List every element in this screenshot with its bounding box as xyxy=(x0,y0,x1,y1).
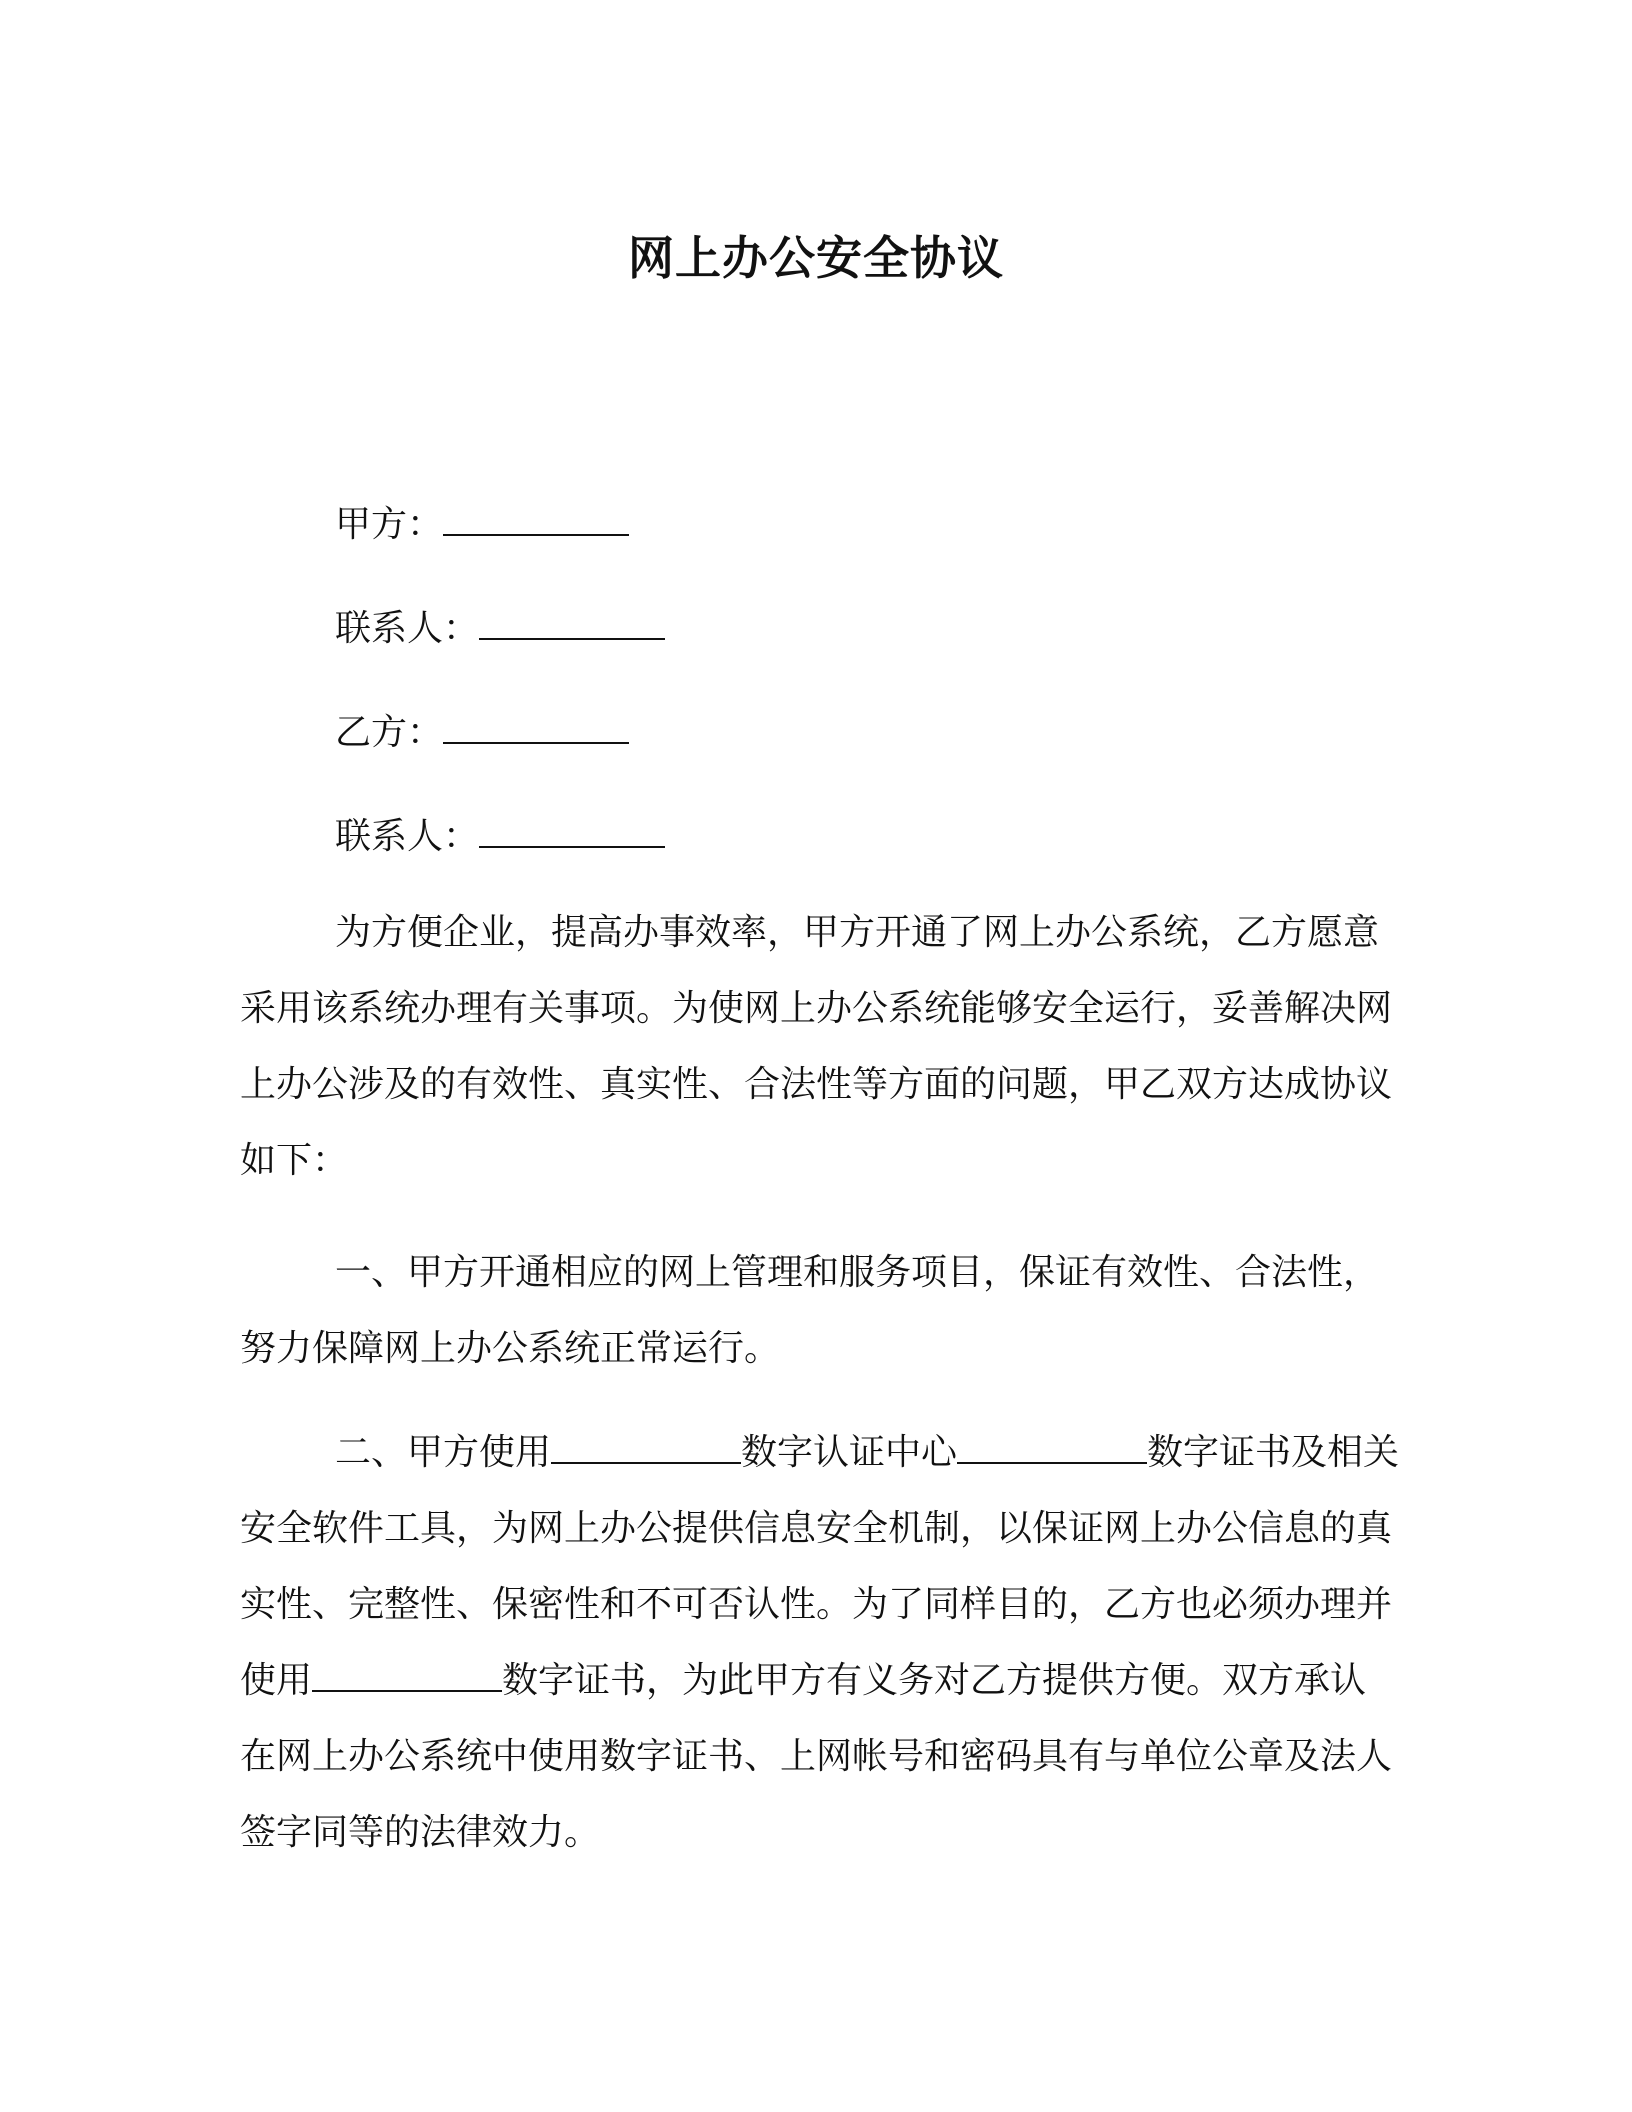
party-a-blank xyxy=(443,500,629,536)
party-a-label: 甲方： xyxy=(335,504,444,545)
clause-2-part-4: 数字证书，为此甲方有义务对乙方提供方便。双方承认在网上办公系统中使用数字证书、上网帐号和密码具有与单位公章及法人签字同等的法律效力。 xyxy=(240,1660,1393,1853)
party-b-blank xyxy=(443,708,629,744)
clause-2-blank-3 xyxy=(312,1660,502,1692)
party-b-line xyxy=(335,708,629,753)
document-title: 网上办公安全协议 xyxy=(628,231,1004,285)
clause-2-part-3: 数字证书及相关安全软件工具，为网上办公提供信息安全机制，以保证网上办公信息的真实性、完整性、保密性和不可否认性。为了同样目的，乙方也必须办理并使用 xyxy=(240,1432,1400,1701)
party-b-contact-label: 联系人： xyxy=(335,816,480,857)
clause-2-blank-1 xyxy=(551,1432,741,1464)
clause-2-blank-2 xyxy=(957,1432,1147,1464)
intro-paragraph: 为方便企业，提高办事效率，甲方开通了网上办公系统，乙方愿意采用该系统办理有关事项。为使网上办公系统能够安全运行，妥善解决网上办公涉及的有效性、真实性、合法性等方面的问题，甲乙双方达成协议如下： xyxy=(240,912,1393,1181)
party-b-label: 乙方： xyxy=(335,712,444,753)
party-a-contact-line xyxy=(335,604,665,649)
party-a-contact-blank xyxy=(479,604,665,640)
party-b-contact-line xyxy=(335,812,665,857)
party-a-line xyxy=(335,500,629,545)
clause-2-paragraph xyxy=(240,1415,1400,1871)
clause-2-part-2: 数字认证中心 xyxy=(741,1432,958,1473)
clause-1-paragraph: 一、甲方开通相应的网上管理和服务项目，保证有效性、合法性，努力保障网上办公系统正常运行。 xyxy=(240,1252,1380,1369)
party-b-contact-blank xyxy=(479,812,665,848)
party-a-contact-label: 联系人： xyxy=(335,608,480,649)
clause-2-part-1: 二、甲方使用 xyxy=(335,1432,552,1473)
